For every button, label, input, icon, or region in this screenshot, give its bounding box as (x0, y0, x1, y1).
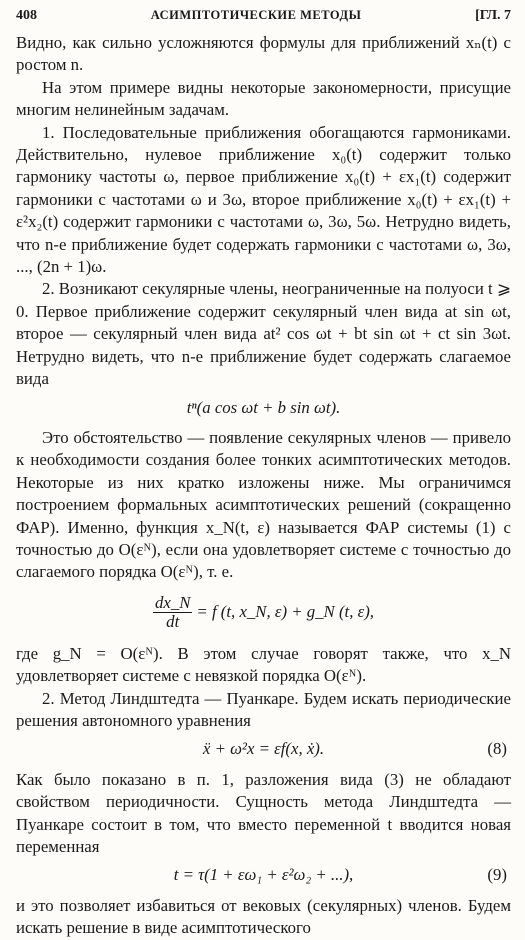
paragraph: Как было показано в п. 1, разложения вида (3) не обладают свойством периодичности. Сущность метода Линдштедта — Пуанкаре состоит в том, что вместо переменной t вводится новая переменная (16, 769, 511, 856)
formula-8 (16, 738, 511, 760)
formula-9-body: t = τ(1 + εω₁ + ε²ω₂ + ...), (173, 865, 354, 885)
fraction (153, 594, 192, 631)
equation-number: (9) (487, 865, 507, 885)
paragraph: и это позволяет избавиться от вековых (секулярных) членов. Будем искать решение в виде асимптотического (16, 895, 511, 938)
paragraph: где g_N = O(εᴺ). В этом случае говорят также, что x_N удовлетворяет системе с невязкой порядка O(εᴺ). (16, 643, 511, 686)
fraction-numerator: dx_N (154, 592, 191, 612)
paragraph: 2. Возникают секулярные члены, неограниченные на полуоси t ⩾ 0. Первое приближение содержит секулярный член вида at sin ωt, второе — секулярный член вида at² cos ωt + bt sin ωt + ct sin 3ωt. Нетрудно видеть, что n-е приближение будет содержать слагаемое вида (16, 279, 511, 389)
formula-8-body: ẍ + ω²x = εf(x, ẋ). (202, 739, 325, 759)
section-paragraph: 2. Метод Линдштедта — Пуанкаре. Будем искать периодические решения автономного уравнения (16, 688, 511, 730)
formula-secular-term: tⁿ(a cos ωt + b sin ωt). (186, 397, 341, 417)
running-title: АСИМПТОТИЧЕСКИЕ МЕТОДЫ (150, 8, 362, 22)
page-body (16, 32, 511, 940)
paragraph: 1. Последовательные приближения обогащаются гармониками. Действительно, нулевое приближение x₀(t) содержит только гармонику частоты ω, первое приближение x₀(t) + εx₁(t) содержит гармоники с частотами ω и 3ω, второе приближение x₀(t) + εx₁(t) + ε²x₂(t) содержит гармоники с частотами ω, 3ω, 5ω. Нетрудно видеть, что n-е приближение будет содержать гармоники с частотами ω, 3ω, ..., (2n + 1)ω. (16, 122, 511, 277)
running-header (16, 8, 511, 32)
page-number: 408 (16, 8, 37, 23)
formula-far-system (16, 594, 511, 631)
formula-rhs: = f (t, x_N, ε) + g_N (t, ε), (196, 602, 374, 622)
chapter-label: [ГЛ. 7 (475, 8, 511, 23)
formula-9 (16, 864, 511, 886)
paragraph: Это обстоятельство — появление секулярных членов — привело к необходимости создания более тонких асимптотических методов. Некоторые из них кратко изложены ниже. Мы ограничимся построением формальных асимптотических решений (сокращенно ФАР). Именно, функция x_N(t, ε) называется ФАР системы (1) с точностью до O(εᴺ), если она удовлетворяет системе с точностью до слагаемого порядка O(εᴺ), т. е. (16, 427, 511, 582)
fraction-denominator: dt (166, 611, 180, 631)
paragraph: Видно, как сильно усложняются формулы для приближений xₙ(t) с ростом n. (16, 33, 511, 75)
equation-number: (8) (487, 739, 507, 759)
paragraph: На этом примере видны некоторые закономерности, присущие многим нелинейным задачам. (16, 77, 511, 120)
